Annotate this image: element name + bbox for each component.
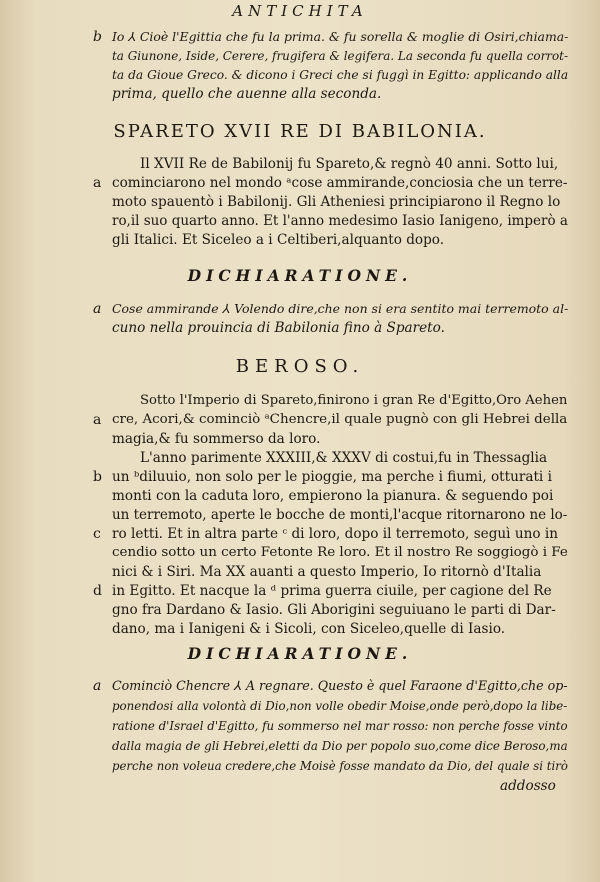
- text-line: ro,il suo quarto anno. Et l'anno medesimo Iasio Ianigeno, imperò a: [112, 213, 568, 229]
- section-heading: BEROSO.: [235, 356, 365, 377]
- text-line: cuno nella prouincia di Babilonia fino à Spareto.: [112, 320, 445, 336]
- text-line: Cose ammirande ⅄ Volendo dire,che non si era sentito mai terremoto al-: [112, 301, 569, 316]
- margin-note-letter: d: [93, 583, 102, 599]
- text-line: in Egitto. Et nacque la ᵈ prima guerra ciuile, per cagione del Re: [112, 583, 552, 599]
- text-line: Sotto l'Imperio di Spareto,finirono i gran Re d'Egitto,Oro Aehen: [140, 393, 568, 408]
- margin-note-letter: a: [93, 412, 102, 428]
- text-line: L'anno parimente XXXIII,& XXXV di costui,fu in Thessaglia: [140, 450, 548, 466]
- text-line: ratione d'Israel d'Egitto, fu sommerso nel mar rosso: non perche fosse vinto: [112, 719, 568, 733]
- text-line: ta da Gioue Greco. & dicono i Greci che si fuggì in Egitto: applicando alla: [112, 68, 569, 82]
- text-line: un terremoto, aperte le bocche de monti,l'acque ritornarono ne lo-: [112, 507, 568, 523]
- text-line: cendio sotto un certo Fetonte Re loro. Et il nostro Re soggiogò i Fe: [112, 545, 568, 560]
- margin-note-letter: b: [93, 469, 102, 485]
- section-heading: DICHIARATIONE.: [187, 266, 413, 285]
- text-line: gno fra Dardano & Iasio. Gli Aborigini seguiuano le parti di Dar-: [112, 602, 556, 618]
- text-line: cominciarono nel mondo ᵃcose ammirande,conciosia che un terre-: [112, 175, 568, 191]
- margin-note-letter: a: [93, 678, 102, 694]
- margin-note-letter: a: [93, 301, 102, 317]
- text-line: moto spauentò i Babilonij. Gli Atheniesi principiarono il Regno lo: [112, 194, 561, 210]
- text-line: Io ⅄ Cioè l'Egittia che fu la prima. & fu sorella & moglie di Osiri,chiama-: [112, 29, 569, 44]
- section-heading: DICHIARATIONE.: [187, 644, 413, 663]
- text-line: perche non voleua credere,che Moisè fosse mandato da Dio, del quale si tirò: [112, 759, 568, 773]
- text-line: cre, Acori,& cominciò ᵃChencre,il quale pugnò con gli Hebrei della: [112, 412, 568, 427]
- text-line: magia,& fu sommerso da loro.: [112, 431, 321, 447]
- margin-note-letter: b: [93, 29, 102, 45]
- text-line: dalla magia de gli Hebrei,eletti da Dio per popolo suo,come dice Beroso,ma: [112, 739, 568, 753]
- section-heading: SPARETO XVII RE DI BABILONIA.: [113, 121, 487, 142]
- text-line: ponendosi alla volontà di Dio,non volle obedir Moise,onde però,dopo la libe-: [112, 699, 568, 713]
- text-line: dano, ma i Ianigeni & i Sicoli, con Siceleo,quelle di Iasio.: [112, 621, 506, 637]
- text-line: ta Giunone, Iside, Cerere, frugifera & legifera. La seconda fu quella corrot-: [112, 49, 568, 63]
- text-line: ro letti. Et in altra parte ᶜ di loro, dopo il terremoto, seguì uno in: [112, 526, 558, 542]
- margin-note-letter: c: [93, 526, 101, 542]
- running-head: ANTICHITA: [232, 2, 368, 20]
- text-line: prima, quello che auenne alla seconda.: [112, 86, 382, 102]
- text-line: gli Italici. Et Siceleo a i Celtiberi,alquanto dopo.: [112, 232, 445, 248]
- margin-note-letter: a: [93, 175, 102, 191]
- text-line: monti con la caduta loro, empierono la pianura. & seguendo poi: [112, 488, 554, 504]
- text-line: addosso: [500, 778, 556, 794]
- text-line: Cominciò Chencre ⅄ A regnare. Questo è quel Faraone d'Egitto,che op-: [112, 678, 568, 693]
- text-line: nici & i Siri. Ma XX auanti a questo Imperio, Io ritornò d'Italia: [112, 564, 542, 580]
- text-line: Il XVII Re de Babilonij fu Spareto,& regnò 40 anni. Sotto lui,: [140, 156, 559, 172]
- text-line: un ᵇdiluuio, non solo per le pioggie, ma perche i fiumi, otturati i: [112, 469, 552, 485]
